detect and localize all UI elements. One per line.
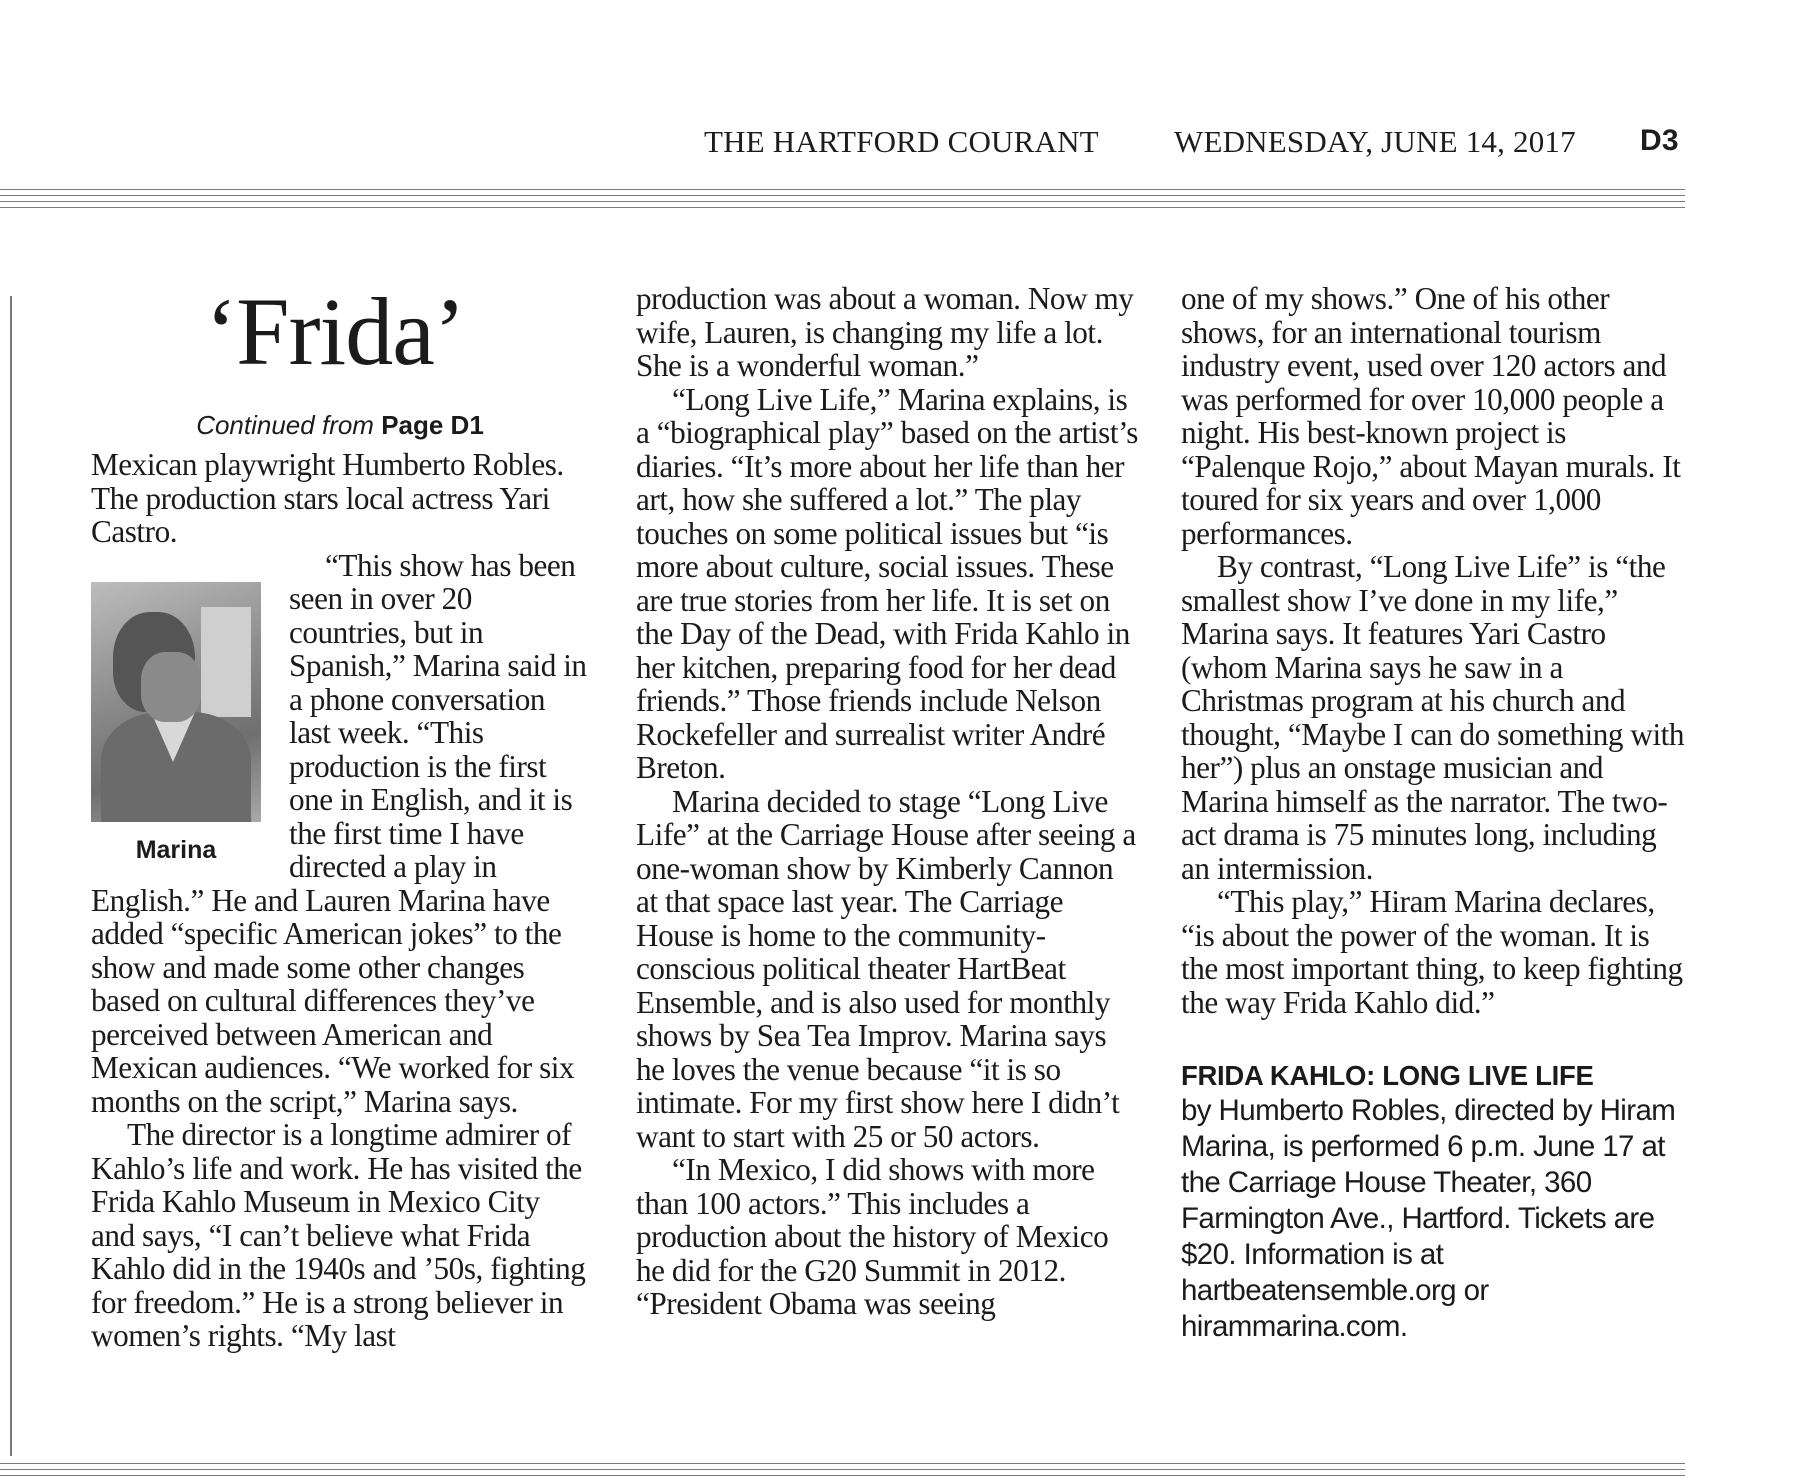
continued-prefix: Continued from [196, 410, 374, 440]
photo-block [91, 582, 261, 868]
paragraph: “This play,” Hiram Marina declares, “is about the power of the woman. It is the most important thing, to keep fighting the way Frida Kahlo did.” [1181, 884, 1683, 1020]
publication-name: THE HARTFORD COURANT [704, 124, 1099, 159]
portrait-photo [91, 582, 261, 822]
footer-rule [0, 1469, 1685, 1470]
footer-rule [0, 1463, 1685, 1464]
infobox-title: FRIDA KAHLO: LONG LIVE LIFE [1181, 1060, 1594, 1091]
paragraph: one of my shows.” One of his other shows, for an international tourism industry event, used over 120 actors and was performed for over 10,000 people a night. His best-known project is “Palenque Rojo,” about Mayan murals. It toured for six years and over 1,000 performances. [1181, 281, 1681, 551]
paragraph: Marina decided to stage “Long Live Life” at the Carriage House after seeing a one-woman show by Kimberly Cannon at that space last year. The Carriage House is home to the community-conscious political theater HartBeat Ensemble, and is also used for monthly shows by Sea Tea Improv. Marina says he loves the venue because “it is so intimate. For my first show here I didn’t want to start with 25 or 50 actors. [636, 783, 1136, 1154]
paragraph: The director is a longtime admirer of Kahlo’s life and work. He has visited the Frida Kahlo Museum in Mexico City and says, “I can’t believe what Frida Kahlo did in the 1940s and ’50s, fighting for freedom.” He is a strong believer in women’s rights. “My last [91, 1117, 586, 1353]
paragraph: Mexican playwright Humberto Robles. The production stars local actress Yari Castro. [91, 447, 564, 549]
paragraph: By contrast, “Long Live Life” is “the smallest show I’ve done in my life,” Marina says. It features Yari Castro (whom Marina says he saw in a Christmas program at his church and thought, “Maybe I can do something with her”) plus an onstage musician and Marina himself as the narrator. The two-act drama is 75 minutes long, including an intermission. [1181, 549, 1685, 886]
page-number: D3 [1640, 124, 1679, 157]
paragraph: “In Mexico, I did shows with more than 100 actors.” This includes a production about the history of Mexico he did for the G20 Summit in 2012. “President Obama was seeing [636, 1152, 1109, 1321]
column-rule [10, 296, 12, 1456]
paragraph: “This show has been seen in over 20 countries, but in Spanish,” Marina said in a phone conversation last week. “This production is the first one in English, and it is the first time I have directed a play in English.” He and Lauren Marina have added “specific American jokes” to the show and made some other changes based on cultural differences they’ve perceived between American and Mexican audiences. “We worked for six months on the script,” Marina says. [91, 547, 587, 1119]
paragraph: “Long Live Life,” Marina explains, is a “biographical play” based on the artist’s diaries. “It’s more about her life than her art, how she suffered a lot.” The play touches on some political issues but “is more about culture, social issues. These are true stories from her life. It is set on the Day of the Dead, with Frida Kahlo in her kitchen, preparing food for her dead friends.” Those friends include Nelson Rockefeller and surrealist writer André Breton. [636, 381, 1138, 785]
masthead-rule [0, 201, 1685, 202]
headline: ‘Frida’ [205, 278, 465, 385]
paragraph: production was about a woman. Now my wife, Lauren, is changing my life a lot. She is a wonderful woman.” [636, 281, 1134, 383]
infobox-body: by Humberto Robles, directed by Hiram Marina, is performed 6 p.m. June 17 at the Carriage House Theater, 360 Farmington Ave., Hartford. Tickets are $20. Information is at hartbeatensemble.org or hirammarina.com. [1181, 1094, 1676, 1343]
continued-page-link[interactable]: Page D1 [381, 410, 484, 440]
article-column-1 [91, 278, 589, 1353]
article-column-3 [1181, 282, 1686, 1345]
article-column-2 [636, 282, 1138, 1321]
continued-line [91, 410, 589, 440]
masthead-rule [0, 189, 1685, 190]
issue-date: WEDNESDAY, JUNE 14, 2017 [1174, 124, 1576, 159]
photo-caption: Marina [135, 835, 217, 864]
masthead-rule [0, 195, 1685, 196]
masthead-rule [0, 207, 1685, 208]
footer-rule [0, 1475, 1685, 1476]
